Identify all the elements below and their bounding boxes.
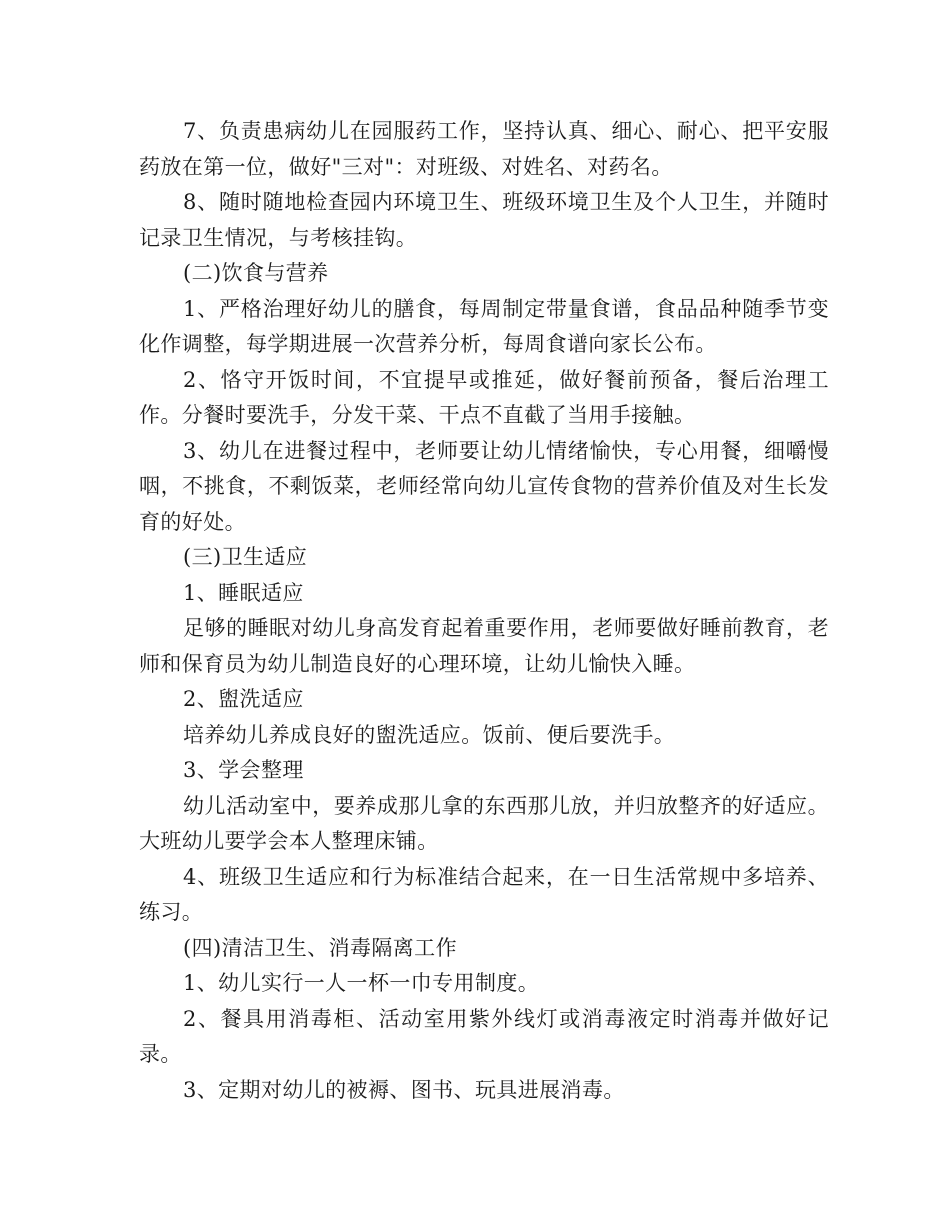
paragraph: 3、定期对幼儿的被褥、图书、玩具进展消毒。: [183, 1077, 625, 1102]
subheading: 1、睡眠适应: [183, 580, 304, 605]
paragraph: 足够的睡眠对幼儿身高发育起着重要作用，老师要做好睡前教育，老师和保育员为幼儿制造良好的心理环境，让幼儿愉快入睡。: [139, 616, 829, 676]
document-body: [139, 114, 829, 1108]
paragraph: 1、幼儿实行一人一杯一巾专用制度。: [183, 971, 540, 995]
section-heading: (二)饮食与营养: [183, 261, 329, 285]
paragraph: 2、餐具用消毒柜、活动室用紫外线灯或消毒液定时消毒并做好记录。: [139, 1006, 829, 1066]
paragraph: 7、负责患病幼儿在园服药工作，坚持认真、细心、耐心、把平安服药放在第一位，做好"三对"：对班级、对姓名、对药名。: [139, 119, 829, 179]
paragraph: 8、随时随地检查园内环境卫生、班级环境卫生及个人卫生，并随时记录卫生情况，与考核挂钩。: [139, 190, 829, 250]
paragraph: 2、恪守开饭时间，不宜提早或推延，做好餐前预备，餐后治理工作。分餐时要洗手，分发干菜、干点不直截了当用手接触。: [139, 367, 829, 427]
subheading: 3、学会整理: [183, 758, 304, 782]
subheading: 2、盥洗适应: [183, 687, 304, 711]
paragraph: 3、幼儿在进餐过程中，老师要让幼儿情绪愉快，专心用餐，细嚼慢咽，不挑食，不剩饭菜，老师经常向幼儿宣传食物的营养价值及对生长发育的好处。: [139, 438, 829, 534]
paragraph: 幼儿活动室中，要养成那儿拿的东西那儿放，并归放整齐的好适应。大班幼儿要学会本人整理床铺。: [139, 793, 829, 853]
paragraph: 4、班级卫生适应和行为标准结合起来，在一日生活常规中多培养、练习。: [139, 864, 829, 924]
paragraph: 1、严格治理好幼儿的膳食，每周制定带量食谱，食品品种随季节变化作调整，每学期进展一次营养分析，每周食谱向家长公布。: [139, 296, 829, 356]
section-heading: (四)清洁卫生、消毒隔离工作: [183, 935, 457, 960]
section-heading: (三)卫生适应: [183, 545, 308, 569]
paragraph: 培养幼儿养成良好的盥洗适应。饭前、便后要洗手。: [183, 722, 676, 747]
